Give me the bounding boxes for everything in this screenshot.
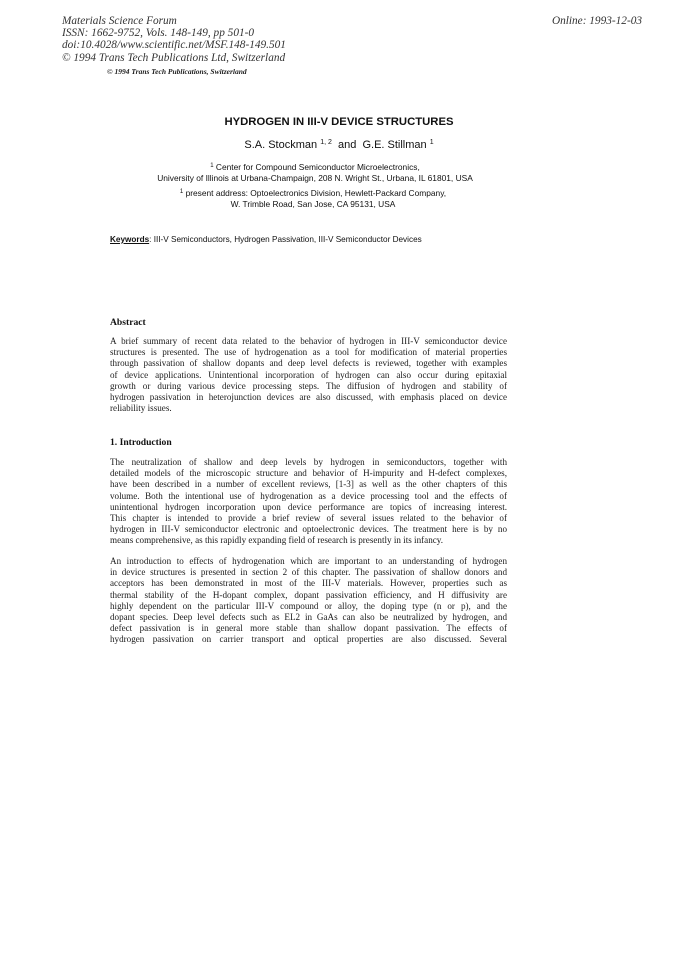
text-line: hydrogen in III-V semiconductor electronic and optoelectronic devices. The treatment here is by no [110, 524, 507, 535]
affiliation-superscript: 1 [210, 163, 214, 169]
author-line [0, 139, 678, 151]
text-line: The neutralization of shallow and deep levels by hydrogen in semiconductors, together with [110, 457, 507, 467]
text-line: detailed models of the microscopic structure and behavior of H-impurity and H-defect complexes, [110, 468, 507, 479]
abstract-heading: Abstract [110, 317, 146, 328]
affiliation-line: present address: Optoelectronics Division, Hewlett-Packard Company, [185, 188, 447, 198]
journal-citation-block [62, 15, 286, 64]
text-line: A brief summary of recent data related to the behavior of hydrogen in III-V semiconductor device [110, 336, 507, 346]
affiliation-present [0, 187, 652, 209]
author-name: G.E. Stillman [362, 139, 427, 151]
introduction-paragraph-1 [110, 457, 507, 547]
small-copyright: © 1994 Trans Tech Publications, Switzerland [107, 67, 247, 76]
introduction-heading: 1. Introduction [110, 437, 172, 448]
journal-name: Materials Science Forum [62, 15, 177, 27]
abstract-body [110, 336, 507, 414]
text-line: defect passivation is in general more stable than shallow dopant passivation. The effects of [110, 623, 507, 634]
keywords-line [110, 235, 422, 244]
author-superscript: 1 [429, 139, 434, 146]
author-superscript: 1, 2 [320, 139, 332, 146]
affiliation-line: Center for Compound Semiconductor Microelectronics, [215, 162, 420, 172]
online-date: Online: 1993-12-03 [551, 15, 642, 27]
text-line: dopant species. Deep level defects such as EL2 in GaAs can also be neutralized by hydrogen, and [110, 612, 507, 623]
affiliation-line: University of Illinois at Urbana-Champaign, 208 N. Wright St., Urbana, IL 61801, USA [157, 172, 473, 183]
text-line: thermal stability of the H-dopant complex, dopant passivation efficiency, and H diffusivity are [110, 589, 507, 600]
text-line: hydrogen passivation in heterojunction devices are also discussed, with emphasis placed on device [110, 392, 507, 403]
affiliation-primary [0, 161, 654, 183]
text-line: An introduction to effects of hydrogenation which are important to an understanding of hydrogen [110, 556, 507, 566]
text-line: This chapter is intended to provide a brief review of several issues related to the behavior of [110, 513, 507, 524]
copyright-line: © 1994 Trans Tech Publications Ltd, Switzerland [62, 51, 286, 64]
affiliation-line: W. Trimble Road, San Jose, CA 95131, USA [230, 198, 396, 209]
text-line: hydrogen passivation on carrier transport and optical properties are also discussed. Several [110, 634, 507, 645]
text-line: in device structures is presented in section 2 of this chapter. The passivation of shallow donors and [110, 567, 507, 578]
text-line: volume. Both the intentional use of hydrogenation as a device processing tool and the effects of [110, 490, 507, 501]
text-line: have been described in a number of excellent reviews, [1-3] as well as the other chapters of this [110, 479, 507, 490]
affiliation-superscript: 1 [179, 189, 184, 195]
text-line: structures is presented. The use of hydrogenation as a tool for modification of material properties [110, 347, 507, 358]
keywords-label: Keywords [110, 235, 150, 244]
text-line: acceptors has been demonstrated in most of the III-V materials. However, properties such as [110, 578, 507, 589]
text-line: highly dependent on the particular III-V compound or alloy, the doping type (n or p), and the [110, 600, 507, 611]
doi-line: doi:10.4028/www.scientific.net/MSF.148-149.501 [62, 39, 286, 52]
introduction-paragraph-2 [110, 556, 507, 646]
text-line: through passivation of shallow dopants and deep level defects is reviewed, together with examples [110, 358, 507, 369]
text-line: reliability issues. [110, 403, 172, 414]
author-connector: and [334, 139, 360, 151]
paper-title: HYDROGEN IN III-V DEVICE STRUCTURES [224, 116, 454, 128]
text-line: growth or during various device processing steps. The diffusion of hydrogen and stability of [110, 380, 507, 391]
text-line: unintentional hydrogen incorporation upon device performance are topics of increasing interest. [110, 501, 507, 512]
keywords-list: : III-V Semiconductors, Hydrogen Passivation, III-V Semiconductor Devices [149, 235, 422, 244]
text-line: means comprehensive, as this rapidly expanding field of research is presently in its infancy. [110, 535, 444, 546]
text-line: of device applications. Unintentional incorporation of hydrogen can also occur during epitaxial [110, 369, 507, 380]
issn-line: ISSN: 1662-9752, Vols. 148-149, pp 501-0 [62, 27, 255, 40]
author-name: S.A. Stockman [244, 139, 318, 151]
